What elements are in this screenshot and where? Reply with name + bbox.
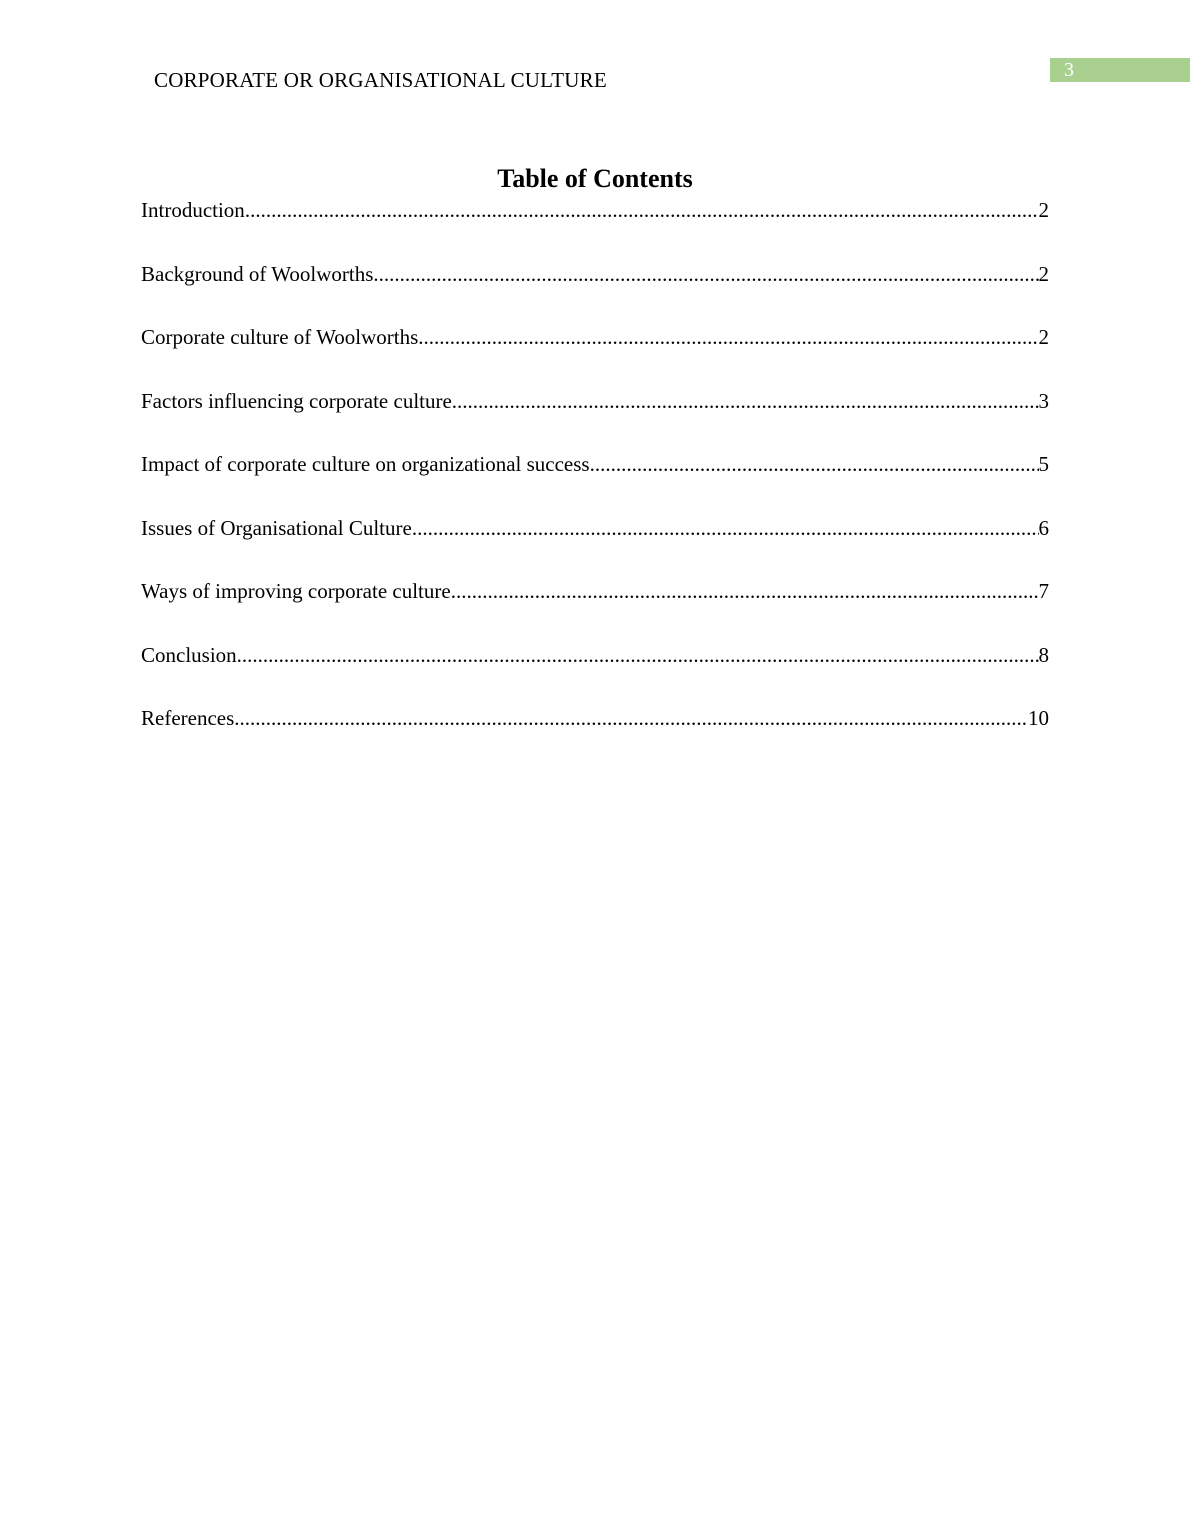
toc-entry-page: 2 <box>1038 198 1049 222</box>
toc-entry-label: Conclusion <box>141 642 237 667</box>
toc-entry-references[interactable] <box>141 704 1049 768</box>
toc-dot-leader <box>234 704 1028 732</box>
toc-entry-page: 8 <box>1038 642 1049 667</box>
toc-entry-page: 10 <box>1028 706 1049 730</box>
toc-entry-label: Impact of corporate culture on organizational success <box>141 452 590 476</box>
toc-title: Table of Contents <box>497 164 693 193</box>
toc-entry-page: 7 <box>1038 579 1049 603</box>
toc-entry-label: Issues of Organisational Culture <box>141 515 412 540</box>
toc-entry-factors[interactable] <box>141 387 1049 451</box>
running-head: CORPORATE OR ORGANISATIONAL CULTURE <box>154 68 607 92</box>
page-number-badge <box>1050 58 1190 82</box>
toc-entry-issues[interactable] <box>141 514 1049 578</box>
toc-entry-label: Introduction <box>141 198 245 222</box>
toc-entry-page: 2 <box>1038 261 1049 286</box>
toc-entry-label: Corporate culture of Woolworths <box>141 325 419 349</box>
toc-entry-page: 3 <box>1038 388 1049 413</box>
toc-dot-leader <box>590 450 1039 478</box>
toc-entry-label: Background of Woolworths <box>141 261 374 286</box>
toc-dot-leader <box>245 196 1039 224</box>
toc-dot-leader <box>418 323 1038 351</box>
toc-dot-leader <box>373 260 1038 288</box>
toc-entry-conclusion[interactable] <box>141 641 1049 705</box>
toc-entry-page: 2 <box>1038 325 1049 349</box>
toc-entry-ways[interactable] <box>141 577 1049 641</box>
toc-dot-leader <box>237 641 1039 669</box>
toc-dot-leader <box>452 387 1039 415</box>
toc-dot-leader <box>412 514 1039 542</box>
toc-entry-corporate-culture[interactable] <box>141 323 1049 387</box>
toc-entry-label: Ways of improving corporate culture <box>141 579 451 603</box>
toc-entry-page: 6 <box>1038 515 1049 540</box>
toc-entry-introduction[interactable] <box>141 196 1049 260</box>
toc-entry-page: 5 <box>1038 452 1049 476</box>
toc-entry-impact[interactable] <box>141 450 1049 514</box>
toc-dot-leader <box>451 577 1039 605</box>
toc-entry-label: References <box>141 706 235 730</box>
toc-entry-label: Factors influencing corporate culture <box>141 388 452 413</box>
toc-list <box>141 196 1049 768</box>
page-number: 3 <box>1064 59 1074 81</box>
toc-entry-background[interactable] <box>141 260 1049 324</box>
